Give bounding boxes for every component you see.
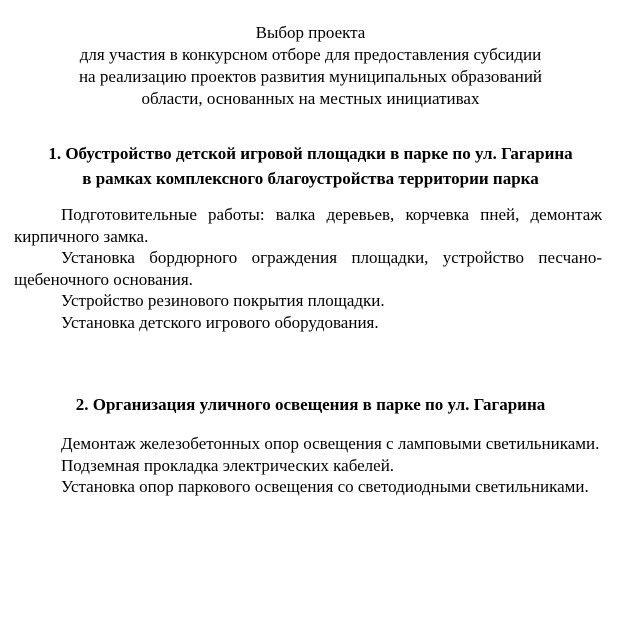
section-item: Устройство резинового покрытия площадки. xyxy=(61,291,385,310)
section-title-line: 1. Обустройство детской игровой площадки в парке по ул. Гагарина xyxy=(48,144,573,163)
section-2-title xyxy=(0,392,621,417)
section-2-items xyxy=(14,433,602,498)
section-title-line: 2. Организация уличного освещения в парке по ул. Гагарина xyxy=(75,395,546,414)
header-line: для участия в конкурсном отборе для предоставления субсидии xyxy=(79,45,542,64)
header-title: Выбор проекта xyxy=(255,23,366,42)
header-line: на реализацию проектов развития муниципальных образований xyxy=(78,67,543,86)
section-item: Установка опор паркового освещения со светодиодными светильниками. xyxy=(61,477,589,496)
header-line: области, основанных на местных инициативах xyxy=(141,89,480,108)
section-item: Установка бордюрного ограждения площадки, устройство песчано-щебеночного основания. xyxy=(14,248,602,289)
section-1-items xyxy=(14,204,602,333)
section-item: Установка детского игрового оборудования. xyxy=(61,312,379,332)
section-1-title xyxy=(0,141,621,191)
section-item: Демонтаж железобетонных опор освещения с ламповыми светильниками. xyxy=(61,434,600,453)
section-item: Подготовительные работы: валка деревьев, корчевка пней, демонтаж кирпичного замка. xyxy=(14,205,602,246)
section-title-line: в рамках комплексного благоустройства территории парка xyxy=(82,169,539,188)
document-header xyxy=(0,22,621,110)
section-item: Подземная прокладка электрических кабелей. xyxy=(61,455,395,475)
